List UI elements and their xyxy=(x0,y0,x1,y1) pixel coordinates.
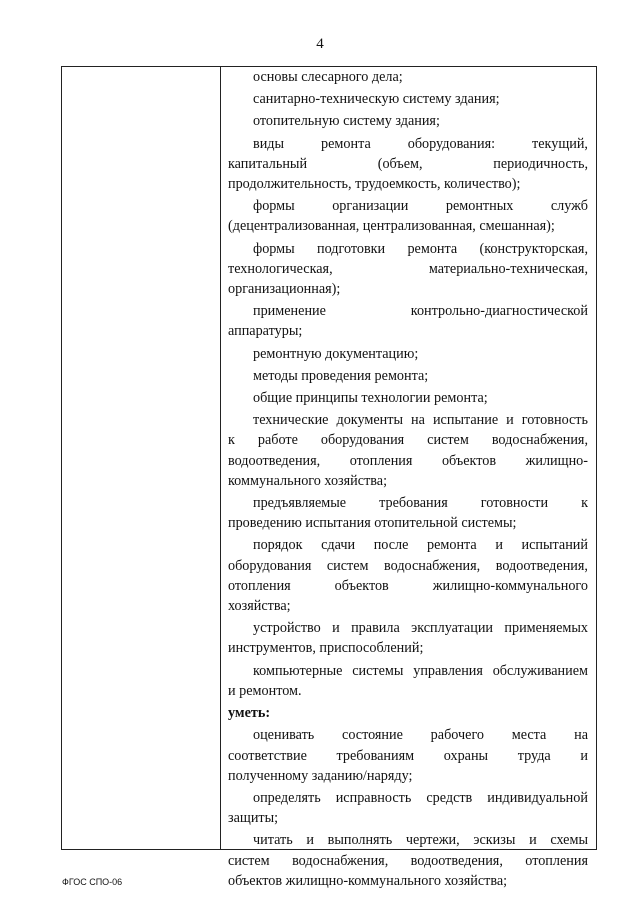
paragraph xyxy=(228,196,588,236)
text-line: организационная); xyxy=(228,281,341,298)
text-line: продолжительность, трудоемкость, количество); xyxy=(228,176,521,193)
text-line: аппаратуры; xyxy=(228,323,303,340)
paragraph xyxy=(228,788,588,828)
text-line: отопительную систему здания; xyxy=(253,113,440,130)
text-line: ремонтную документацию; xyxy=(253,345,419,362)
paragraph xyxy=(228,301,588,341)
text-line: (децентрализованная, централизованная, смешанная); xyxy=(228,218,555,235)
text-line: оценивать состояние рабочего места на xyxy=(253,727,588,744)
paragraph xyxy=(228,725,588,786)
paragraph xyxy=(228,618,588,658)
text-line: компьютерные системы управления обслуживанием xyxy=(253,662,588,679)
text-line: технические документы на испытание и готовность xyxy=(253,412,588,429)
text-line: оборудования систем водоснабжения, водоотведения, xyxy=(228,557,588,574)
text-line: полученному заданию/наряду; xyxy=(228,767,413,784)
paragraph xyxy=(228,388,588,408)
text-line: предъявляемые требования готовности к xyxy=(253,495,588,512)
text-line: к работе оборудования систем водоснабжения, xyxy=(228,432,588,449)
text-line: хозяйства; xyxy=(228,598,291,615)
text-line: формы подготовки ремонта (конструкторская, xyxy=(253,240,588,257)
paragraph xyxy=(228,344,588,364)
text-line: технологическая, материально-техническая, xyxy=(228,260,588,277)
text-line: формы организации ремонтных служб xyxy=(253,198,588,215)
paragraph xyxy=(228,661,588,701)
paragraph xyxy=(228,111,588,131)
paragraph xyxy=(228,134,588,195)
text-line: уметь: xyxy=(228,705,271,722)
text-line: читать и выполнять чертежи, эскизы и схемы xyxy=(253,832,588,849)
text-line: порядок сдачи после ремонта и испытаний xyxy=(253,537,588,554)
text-line: виды ремонта оборудования: текущий, xyxy=(253,135,588,152)
column-divider xyxy=(220,67,221,849)
text-line: отопления объектов жилищно-коммунального xyxy=(228,577,588,594)
paragraph xyxy=(228,830,588,891)
requirements-cell xyxy=(228,67,588,893)
document-footer: ФГОС СПО-06 xyxy=(62,877,123,887)
text-line: определять исправность средств индивидуальной xyxy=(253,789,588,806)
text-line: методы проведения ремонта; xyxy=(253,367,429,384)
text-line: соответствие требованиям охраны труда и xyxy=(228,747,588,764)
text-line: коммунального хозяйства; xyxy=(228,472,388,489)
paragraph xyxy=(228,410,588,491)
text-line: капитальный (объем, периодичность, xyxy=(228,155,588,172)
text-line: инструментов, приспособлений; xyxy=(228,640,424,657)
text-line: проведению испытания отопительной системы; xyxy=(228,515,517,532)
paragraph xyxy=(228,535,588,616)
paragraph xyxy=(228,239,588,300)
text-line: систем водоснабжения, водоотведения, отопления xyxy=(228,852,588,869)
text-line: устройство и правила эксплуатации применяемых xyxy=(253,620,588,637)
text-line: санитарно-техническую систему здания; xyxy=(253,91,500,108)
text-line: основы слесарного дела; xyxy=(253,69,403,85)
text-line: и ремонтом. xyxy=(228,682,302,699)
text-line: применение контрольно-диагностической xyxy=(253,303,588,320)
text-line: общие принципы технологии ремонта; xyxy=(253,390,488,407)
text-line: защиты; xyxy=(228,810,279,827)
page-number: 4 xyxy=(316,36,324,52)
paragraph xyxy=(228,493,588,533)
text-line: водоотведения, отопления объектов жилищно- xyxy=(228,452,588,469)
paragraph xyxy=(228,67,588,87)
text-line: объектов жилищно-коммунального хозяйства; xyxy=(228,872,508,889)
paragraph xyxy=(228,89,588,109)
paragraph xyxy=(228,366,588,386)
section-heading xyxy=(228,703,588,723)
